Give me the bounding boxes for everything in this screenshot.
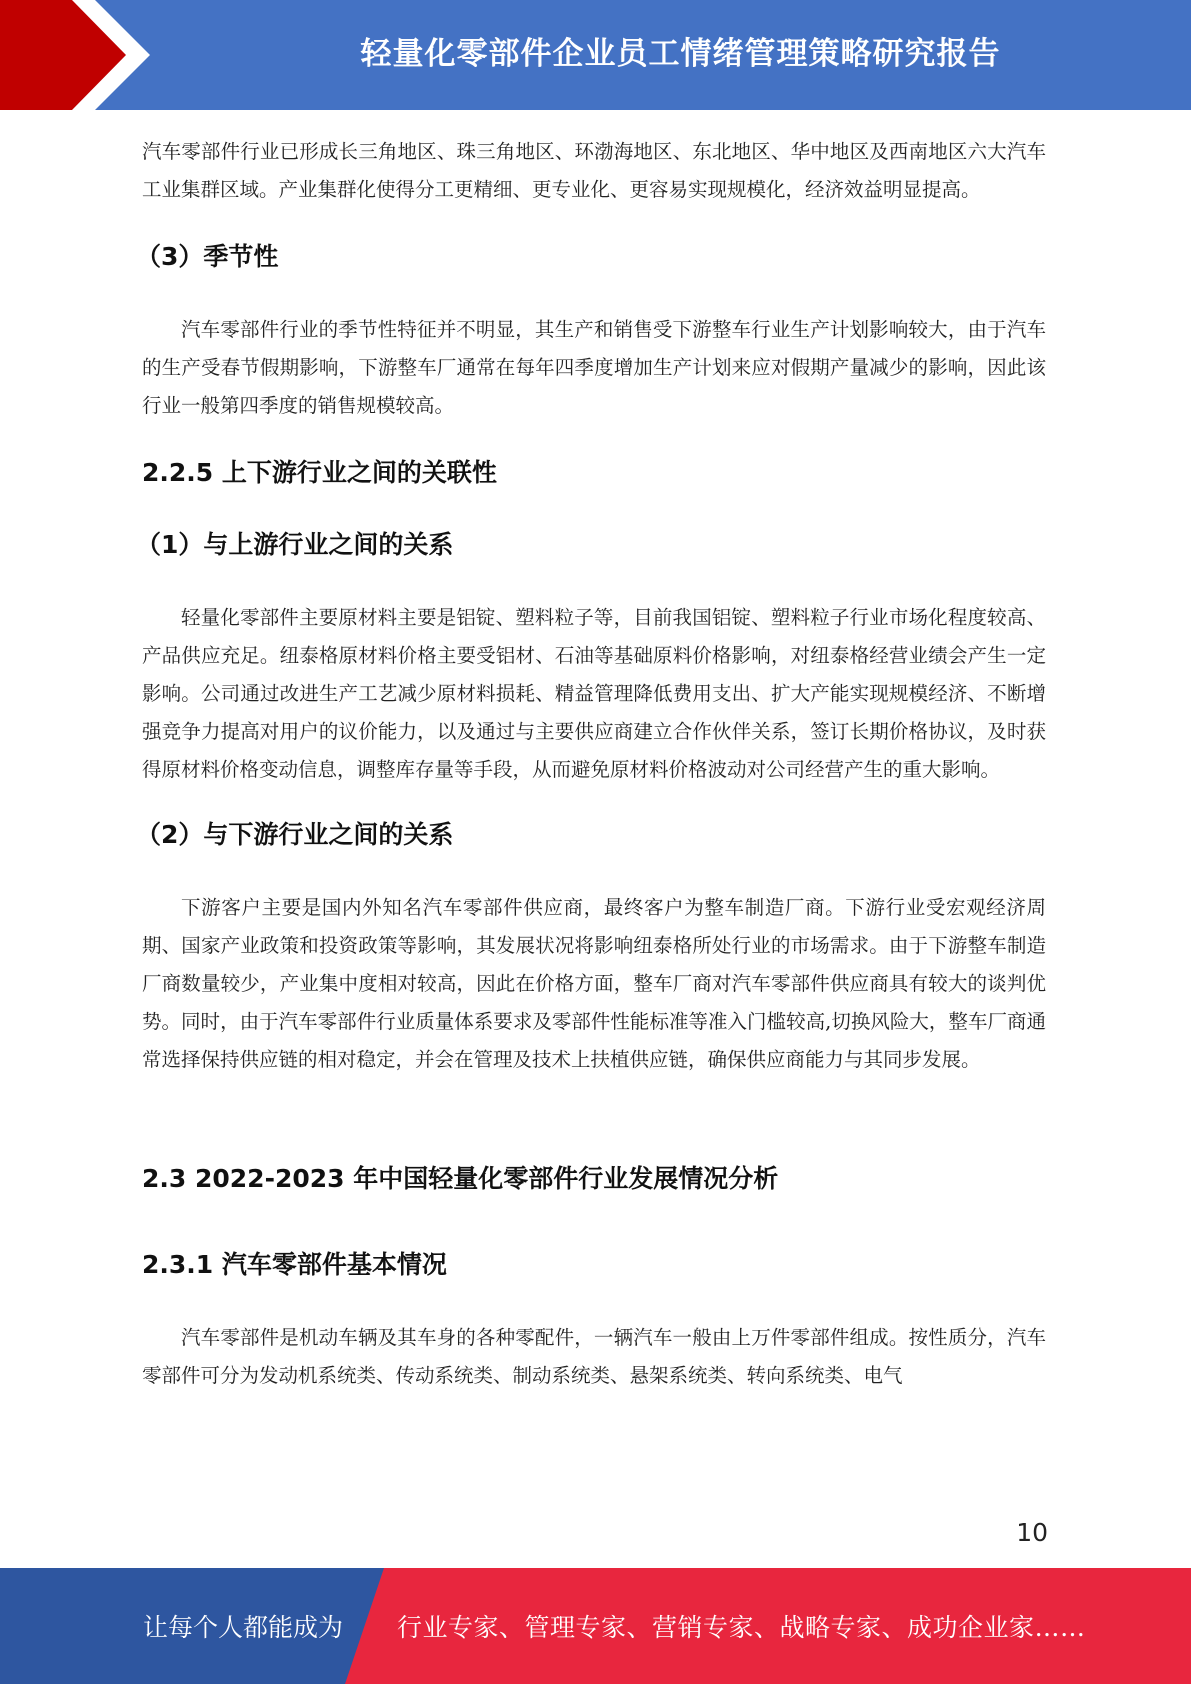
page-header — [0, 0, 1191, 110]
heading-2-3-1: 2.3.1 汽车零部件基本情况 — [142, 1250, 447, 1279]
footer-slogan-left: 让每个人都能成为 — [143, 1613, 344, 1642]
heading-2-3: 2.3 2022-2023 年中国轻量化零部件行业发展情况分析 — [142, 1164, 779, 1193]
page-footer — [0, 1568, 1191, 1684]
heading-downstream: （2）与下游行业之间的关系 — [136, 820, 454, 849]
paragraph-upstream: 轻量化零部件主要原材料主要是铝锭、塑料粒子等，目前我国铝锭、塑料粒子行业市场化程度较高、产品供应充足。纽泰格原材料价格主要受铝材、石油等基础原料价格影响，对纽泰格经营业绩会产生一定影响。公司通过改进生产工艺减少原材料损耗、精益管理降低费用支出、扩大产能实现规模经济、不断增强竞争力提高对用户的议价能力，以及通过与主要供应商建立合作伙伴关系，签订长期价格协议，及时获得原材料价格变动信息，调整库存量等手段，从而避免原材料价格波动对公司经营产生的重大影响。 — [142, 606, 1046, 781]
paragraph-downstream: 下游客户主要是国内外知名汽车零部件供应商，最终客户为整车制造厂商。下游行业受宏观经济周期、国家产业政策和投资政策等影响，其发展状况将影响纽泰格所处行业的市场需求。由于下游整车制造厂商数量较少，产业集中度相对较高，因此在价格方面，整车厂商对汽车零部件供应商具有较大的谈判优势。同时，由于汽车零部件行业质量体系要求及零部件性能标准等准入门槛较高,切换风险大，整车厂商通常选择保持供应链的相对稳定，并会在管理及技术上扶植供应链，确保供应商能力与其同步发展。 — [142, 896, 1046, 1071]
paragraph-clusters: 汽车零部件行业已形成长三角地区、珠三角地区、环渤海地区、东北地区、华中地区及西南地区六大汽车工业集群区域。产业集群化使得分工更精细、更专业化、更容易实现规模化，经济效益明显提高。 — [142, 140, 1046, 201]
page-number: 10 — [1016, 1518, 1048, 1547]
header-title: 轻量化零部件企业员工情绪管理策略研究报告 — [360, 35, 1001, 72]
heading-2-2-5: 2.2.5 上下游行业之间的关联性 — [142, 458, 497, 487]
heading-upstream: （1）与上游行业之间的关系 — [136, 530, 454, 559]
footer-slogan-right: 行业专家、管理专家、营销专家、战略专家、成功企业家…… — [397, 1613, 1086, 1642]
paragraph-auto-parts: 汽车零部件是机动车辆及其车身的各种零配件，一辆汽车一般由上万件零部件组成。按性质分，汽车零部件可分为发动机系统类、传动系统类、制动系统类、悬架系统类、转向系统类、电气 — [142, 1326, 1046, 1387]
heading-seasonality: （3）季节性 — [136, 242, 279, 271]
paragraph-seasonality: 汽车零部件行业的季节性特征并不明显，其生产和销售受下游整车行业生产计划影响较大，由于汽车的生产受春节假期影响，下游整车厂通常在每年四季度增加生产计划来应对假期产量减少的影响，因此该行业一般第四季度的销售规模较高。 — [142, 318, 1046, 417]
document-body — [136, 133, 1046, 1395]
